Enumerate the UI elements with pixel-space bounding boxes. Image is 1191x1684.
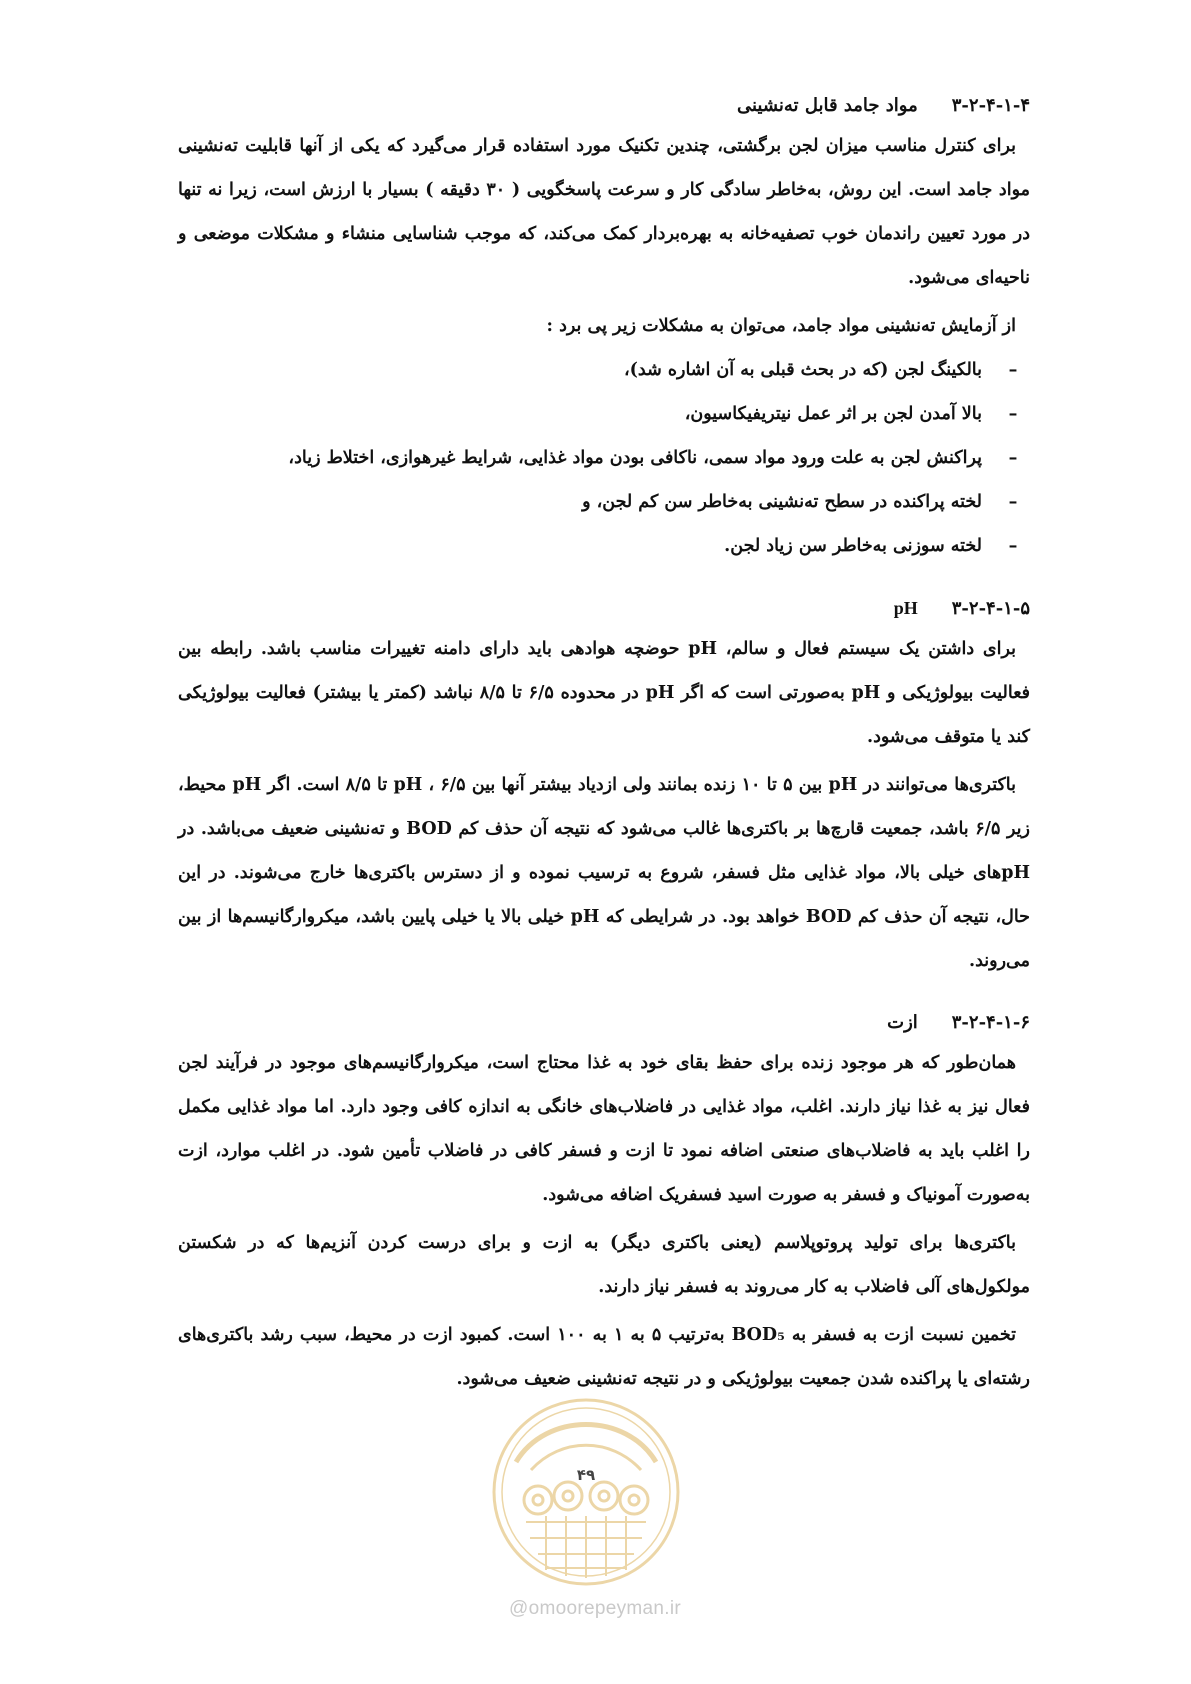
section-number: ۳-۲-۴-۱-۵ [951, 598, 1030, 619]
paragraph: برای کنترل مناسب میزان لجن برگشتی، چندین تکنیک مورد استفاده قرار می‌گیرد که یکی از آنها قابلیت ته‌نشینی مواد جامد است. این روش، به‌خاطر سادگی کار و سرعت پاسخگویی ( ۳۰ دقیقه ) بسیار با ارزش است، زیرا نه تنها در مورد تعیین راندمان خوب تصفیه‌خانه به بهره‌بردار کمک می‌کند، که موجب شناسایی منشاء و مشکلات موضعی و ناحیه‌ای می‌شود. [178, 136, 1030, 288]
paragraph: همان‌طور که هر موجود زنده برای حفظ بقای خود به غذا محتاج است، میکروارگانیسم‌های موجود در فرآیند لجن فعال نیز به غذا نیاز دارند. اغلب، مواد غذایی در فاضلاب‌های خانگی به اندازه کافی وجود دارد. اما مواد غذایی مکمل را اغلب باید به فاضلاب‌های صنعتی اضافه نمود تا ازت و فسفر کافی در فاضلاب تأمین شود. در اغلب موارد، ازت به‌صورت آمونیاک و فسفر به صورت اسید فسفریک اضافه می‌شود. [178, 1053, 1030, 1205]
paragraph: برای داشتن یک سیستم فعال و سالم، pH حوضچه هوادهی باید دارای دامنه تغییرات مناسب باشد. رابطه بین فعالیت بیولوژیکی و pH به‌صورتی است که اگر pH در محدوده ۶/۵ تا ۸/۵ نباشد (کمتر یا بیشتر) فعالیت بیولوژیکی کند یا متوقف می‌شود. [178, 639, 1031, 747]
section-number: ۳-۲-۴-۱-۶ [951, 1012, 1030, 1033]
paragraph: باکتری‌ها می‌توانند در pH بین ۵ تا ۱۰ زنده بمانند ولی ازدیاد بیشتر آنها بین pH ، ۶/۵ تا ۸/۵ است. اگر pH محیط، زیر ۶/۵ باشد، جمعیت قارچ‌ها بر باکتری‌ها غالب می‌شود که نتیجه آن حذف کم BOD و ته‌نشینی ضعیف می‌باشد. در pHهای خیلی بالا، مواد غذایی مثل فسفر، شروع به ترسیب نموده و از دسترس باکتری‌ها خارج می‌شوند. در این حال، نتیجه آن حذف کم BOD خواهد بود. در شرایطی که pH خیلی بالا یا خیلی پایین باشد، میکروارگانیسم‌ها از بین می‌روند. [178, 775, 1030, 971]
list-item: – لخته سوزنی به‌خاطر سن زیاد لجن. [724, 536, 1018, 556]
section-title: ازت [887, 1012, 918, 1033]
section-heading [178, 88, 1030, 124]
list-item: – بالا آمدن لجن بر اثر عمل نیتریفیکاسیون، [684, 404, 1018, 424]
paragraph: از آزمایش ته‌نشینی مواد جامد، می‌توان به مشکلات زیر پی برد : [546, 316, 1016, 336]
problem-list [178, 348, 1030, 568]
section-heading [178, 590, 1030, 627]
section-settleable-solids [178, 88, 1030, 568]
list-item: – پراکنش لجن به علت ورود مواد سمی، ناکافی بودن مواد غذایی، شرایط غیرهوازی، اختلاط زیاد، [288, 448, 1018, 468]
section-heading [178, 1005, 1030, 1041]
section-number: ۳-۲-۴-۱-۴ [951, 95, 1030, 116]
page-number: ۴۹ [576, 1466, 596, 1484]
paragraph: باکتری‌ها برای تولید پروتوپلاسم (یعنی باکتری دیگر) به ازت و برای درست کردن آنزیم‌ها که در شکستن مولکول‌های آلی فاضلاب به کار می‌روند به فسفر نیاز دارند. [178, 1233, 1030, 1297]
document-page [178, 88, 1030, 1401]
watermark-logo [486, 1392, 686, 1592]
section-nitrogen [178, 1005, 1030, 1401]
section-title: مواد جامد قابل ته‌نشینی [736, 95, 918, 116]
section-title: pH [893, 598, 918, 618]
paragraph: تخمین نسبت ازت به فسفر به BOD₅ به‌ترتیب ۵ به ۱ به ۱۰۰ است. کمبود ازت در محیط، سبب رشد باکتری‌های رشته‌ای یا پراکنده شدن جمعیت بیولوژیکی و در نتیجه ته‌نشینی ضعیف می‌شود. [178, 1325, 1030, 1389]
list-item: – بالکینگ لجن (که در بحث قبلی به آن اشاره شد)، [623, 360, 1018, 380]
section-ph [178, 590, 1030, 983]
list-item: – لخته پراکنده در سطح ته‌نشینی به‌خاطر سن کم لجن، و [582, 492, 1018, 512]
website-watermark: @omoorepeyman.ir [509, 1598, 681, 1619]
gear-seal-icon [486, 1392, 686, 1592]
